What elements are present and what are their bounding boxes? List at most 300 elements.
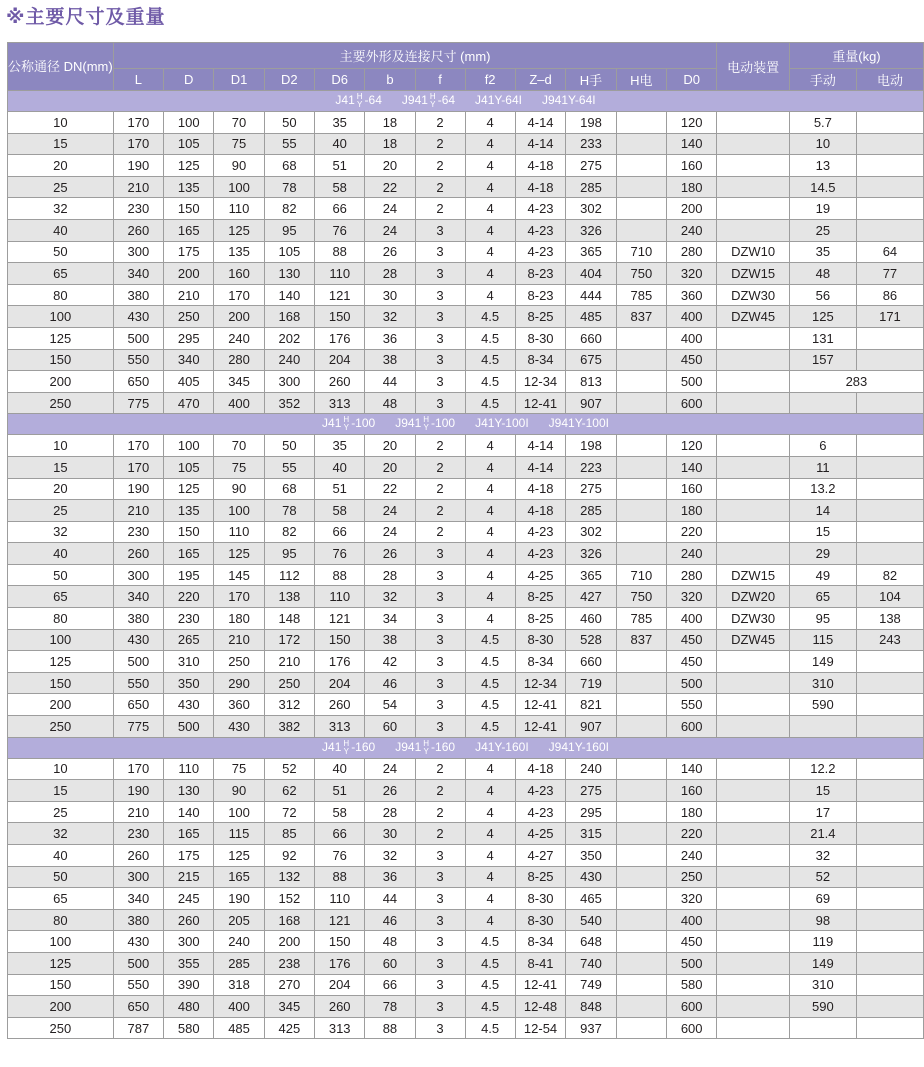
table-cell: 48 (789, 263, 856, 285)
table-cell: 243 (856, 629, 923, 651)
table-cell: 3 (415, 672, 465, 694)
table-cell: 65 (8, 263, 114, 285)
table-cell: 26 (365, 241, 415, 263)
table-cell: 4 (465, 219, 515, 241)
table-cell (717, 996, 790, 1018)
table-cell: 32 (8, 823, 114, 845)
dims-group-header: 主要外形及连接尺寸 (mm) (113, 43, 717, 69)
table-cell: 600 (667, 392, 717, 414)
table-cell: 450 (667, 931, 717, 953)
table-cell: 50 (8, 241, 114, 263)
table-row (8, 974, 924, 996)
col-header: D1 (214, 69, 264, 91)
table-cell: 80 (8, 909, 114, 931)
table-cell: 4.5 (465, 952, 515, 974)
table-cell: 240 (667, 543, 717, 565)
table-cell: 46 (365, 909, 415, 931)
table-cell: 4-18 (515, 478, 566, 500)
table-cell: 260 (113, 219, 163, 241)
table-cell: 550 (113, 974, 163, 996)
table-cell: 131 (789, 327, 856, 349)
table-cell: 8-30 (515, 629, 566, 651)
table-cell: 240 (667, 845, 717, 867)
table-cell: 200 (8, 371, 114, 393)
model-code (395, 416, 455, 432)
table-cell: 500 (164, 716, 214, 738)
table-cell: 24 (365, 758, 415, 780)
table-cell: 38 (365, 349, 415, 371)
table-cell: 65 (8, 888, 114, 910)
model-variant-stack (357, 93, 363, 109)
table-cell (616, 392, 666, 414)
table-cell: 90 (214, 478, 264, 500)
model-base: J941 (395, 739, 422, 754)
table-row (8, 651, 924, 673)
table-cell: 100 (214, 801, 264, 823)
table-cell: 10 (789, 133, 856, 155)
model-code (395, 740, 455, 756)
table-cell: 12-54 (515, 1017, 566, 1039)
table-cell: 60 (365, 952, 415, 974)
table-row (8, 543, 924, 565)
table-cell: 550 (667, 694, 717, 716)
table-cell: 4.5 (465, 996, 515, 1018)
table-cell: 202 (264, 327, 314, 349)
table-cell: 175 (164, 241, 214, 263)
table-cell: 176 (315, 327, 365, 349)
table-cell: 150 (8, 974, 114, 996)
table-cell: 465 (566, 888, 616, 910)
table-cell: 4 (465, 284, 515, 306)
table-cell: 3 (415, 866, 465, 888)
table-cell (717, 456, 790, 478)
table-cell: 650 (113, 694, 163, 716)
table-cell: 138 (264, 586, 314, 608)
table-cell: 170 (214, 284, 264, 306)
table-cell: 44 (365, 888, 415, 910)
table-cell: 4 (465, 586, 515, 608)
table-cell (856, 974, 923, 996)
table-cell: 112 (264, 564, 314, 586)
table-cell: 3 (415, 608, 465, 630)
table-cell: 8-23 (515, 263, 566, 285)
table-cell: 821 (566, 694, 616, 716)
table-cell: 170 (113, 758, 163, 780)
table-cell: 110 (315, 263, 365, 285)
table-cell: 390 (164, 974, 214, 996)
table-cell: 3 (415, 651, 465, 673)
table-cell: 8-34 (515, 651, 566, 673)
col-header: L (113, 69, 163, 91)
table-cell (616, 176, 666, 198)
table-cell: 240 (566, 758, 616, 780)
table-cell: 260 (315, 996, 365, 1018)
table-cell (856, 327, 923, 349)
table-row (8, 478, 924, 500)
table-cell: 8-30 (515, 909, 566, 931)
table-row (8, 219, 924, 241)
table-cell (856, 521, 923, 543)
table-cell: 600 (667, 716, 717, 738)
table-cell: 160 (214, 263, 264, 285)
table-cell: 100 (164, 112, 214, 134)
table-cell: 8-25 (515, 306, 566, 328)
table-cell: 4 (465, 866, 515, 888)
table-cell: 190 (113, 478, 163, 500)
table-cell: 550 (113, 349, 163, 371)
table-cell (616, 672, 666, 694)
table-cell: 2 (415, 500, 465, 522)
table-cell: 300 (113, 866, 163, 888)
table-cell: 64 (856, 241, 923, 263)
table-cell: 11 (789, 456, 856, 478)
table-cell: 150 (315, 931, 365, 953)
table-cell: 740 (566, 952, 616, 974)
table-cell (717, 155, 790, 177)
table-cell: DZW45 (717, 306, 790, 328)
model-suffix: -100 (431, 416, 456, 431)
model-suffix: -160 (431, 739, 456, 754)
table-cell: 320 (667, 263, 717, 285)
table-row (8, 823, 924, 845)
table-cell: 405 (164, 371, 214, 393)
dimensions-weight-table (7, 42, 924, 1039)
table-cell (856, 866, 923, 888)
table-cell: 326 (566, 543, 616, 565)
table-cell: 32 (789, 845, 856, 867)
table-cell: 125 (8, 952, 114, 974)
table-cell: 4-23 (515, 521, 566, 543)
model-variant-lower: Y (423, 423, 429, 433)
table-cell: 600 (667, 996, 717, 1018)
table-cell (616, 823, 666, 845)
table-cell: 86 (856, 284, 923, 306)
table-cell: 32 (365, 586, 415, 608)
table-row (8, 133, 924, 155)
table-cell: 660 (566, 651, 616, 673)
table-cell: 200 (264, 931, 314, 953)
table-cell (616, 456, 666, 478)
model-base: J41 (322, 416, 342, 431)
table-cell: 425 (264, 1017, 314, 1039)
table-row (8, 176, 924, 198)
table-cell: 200 (8, 996, 114, 1018)
table-cell: 352 (264, 392, 314, 414)
table-cell: 25 (8, 500, 114, 522)
table-cell: 110 (315, 586, 365, 608)
table-cell (616, 694, 666, 716)
table-cell (616, 198, 666, 220)
table-cell (616, 133, 666, 155)
table-cell: 260 (113, 543, 163, 565)
table-cell (616, 155, 666, 177)
table-cell: 149 (789, 952, 856, 974)
table-cell (616, 716, 666, 738)
model-variant-upper: H (356, 92, 363, 101)
table-cell: 648 (566, 931, 616, 953)
table-row (8, 435, 924, 457)
table-cell: 115 (214, 823, 264, 845)
table-cell: 30 (365, 284, 415, 306)
model-band-row (8, 414, 924, 435)
table-cell: 270 (264, 974, 314, 996)
table-cell (856, 133, 923, 155)
table-cell: 8-30 (515, 888, 566, 910)
table-cell: 24 (365, 198, 415, 220)
table-row (8, 608, 924, 630)
table-cell: 105 (264, 241, 314, 263)
electric-device-header: 电动装置 (717, 43, 790, 91)
table-cell: 34 (365, 608, 415, 630)
table-cell (856, 780, 923, 802)
table-cell: 210 (164, 284, 214, 306)
table-cell: 88 (365, 1017, 415, 1039)
table-cell: 60 (365, 716, 415, 738)
table-cell: 210 (113, 176, 163, 198)
table-cell: 2 (415, 198, 465, 220)
table-cell: 215 (164, 866, 214, 888)
table-cell: 110 (315, 888, 365, 910)
weight-col-header: 手动 (789, 69, 856, 91)
table-cell (856, 909, 923, 931)
model-code (322, 416, 375, 432)
table-cell: 66 (365, 974, 415, 996)
table-cell: 4-23 (515, 241, 566, 263)
table-cell: 2 (415, 456, 465, 478)
table-cell: 3 (415, 996, 465, 1018)
table-cell (717, 478, 790, 500)
table-cell (856, 672, 923, 694)
table-cell: 300 (164, 931, 214, 953)
table-cell: DZW10 (717, 241, 790, 263)
table-cell: 450 (667, 629, 717, 651)
table-cell: 195 (164, 564, 214, 586)
table-cell (789, 1017, 856, 1039)
table-cell: 48 (365, 931, 415, 953)
table-cell: 10 (8, 112, 114, 134)
table-cell: 360 (214, 694, 264, 716)
table-cell: 49 (789, 564, 856, 586)
table-cell: 340 (164, 349, 214, 371)
table-cell: 20 (8, 478, 114, 500)
table-cell: 290 (214, 672, 264, 694)
table-cell: 42 (365, 651, 415, 673)
table-cell: 750 (616, 586, 666, 608)
table-cell (616, 1017, 666, 1039)
table-row (8, 780, 924, 802)
table-cell (717, 133, 790, 155)
model-base: J41 (322, 739, 342, 754)
model-band-row (8, 91, 924, 112)
table-cell: 125 (214, 219, 264, 241)
table-row (8, 996, 924, 1018)
table-cell (789, 392, 856, 414)
table-cell: 250 (164, 306, 214, 328)
table-cell: 2 (415, 758, 465, 780)
table-cell: 4 (465, 823, 515, 845)
table-cell: 90 (214, 780, 264, 802)
table-cell: 400 (667, 306, 717, 328)
model-variant-upper: H (343, 415, 350, 425)
table-cell: 775 (113, 716, 163, 738)
table-row (8, 198, 924, 220)
table-cell (717, 931, 790, 953)
table-cell: 313 (315, 392, 365, 414)
table-cell: 365 (566, 564, 616, 586)
table-cell: 285 (566, 500, 616, 522)
table-cell: 121 (315, 608, 365, 630)
table-cell: 50 (264, 112, 314, 134)
table-cell: 4 (465, 845, 515, 867)
table-cell: 85 (264, 823, 314, 845)
table-cell: 100 (214, 500, 264, 522)
table-cell (856, 758, 923, 780)
table-cell: 3 (415, 564, 465, 586)
table-cell: 69 (789, 888, 856, 910)
table-cell: 140 (264, 284, 314, 306)
table-cell: 3 (415, 694, 465, 716)
table-cell: 4 (465, 133, 515, 155)
table-cell (856, 176, 923, 198)
table-cell: 150 (315, 629, 365, 651)
table-cell (856, 392, 923, 414)
model-band (8, 737, 924, 758)
table-cell: 165 (164, 219, 214, 241)
table-cell: 590 (789, 996, 856, 1018)
table-cell: 2 (415, 155, 465, 177)
table-cell (717, 801, 790, 823)
table-cell (616, 371, 666, 393)
table-cell: 4.5 (465, 931, 515, 953)
table-cell: 650 (113, 996, 163, 1018)
table-cell: 21.4 (789, 823, 856, 845)
table-cell: 176 (315, 651, 365, 673)
table-cell: 280 (214, 349, 264, 371)
table-cell: 4-14 (515, 435, 566, 457)
table-cell: 190 (113, 155, 163, 177)
table-cell: 4.5 (465, 651, 515, 673)
table-cell: 3 (415, 263, 465, 285)
table-cell: 121 (315, 909, 365, 931)
table-cell: 710 (616, 564, 666, 586)
table-cell: 3 (415, 327, 465, 349)
table-cell: 230 (113, 521, 163, 543)
model-suffix: -160 (351, 739, 376, 754)
table-cell: 500 (667, 672, 717, 694)
table-row (8, 284, 924, 306)
table-cell: 480 (164, 996, 214, 1018)
table-cell: 3 (415, 306, 465, 328)
table-cell: 171 (856, 306, 923, 328)
table-cell: 5.7 (789, 112, 856, 134)
table-cell: 130 (264, 263, 314, 285)
table-cell: 3 (415, 371, 465, 393)
table-cell: 813 (566, 371, 616, 393)
table-cell (717, 521, 790, 543)
table-cell: 68 (264, 478, 314, 500)
model-variant-upper: H (429, 92, 436, 101)
table-cell: 848 (566, 996, 616, 1018)
table-cell: 500 (667, 952, 717, 974)
table-cell: 355 (164, 952, 214, 974)
table-cell (856, 1017, 923, 1039)
table-cell: 95 (264, 543, 314, 565)
table-cell: DZW15 (717, 564, 790, 586)
table-cell: 168 (264, 909, 314, 931)
table-cell: 250 (8, 392, 114, 414)
table-cell: 230 (113, 823, 163, 845)
col-header: D2 (264, 69, 314, 91)
table-cell: 15 (8, 456, 114, 478)
table-cell: 4-23 (515, 198, 566, 220)
table-cell: 210 (214, 629, 264, 651)
table-cell: 78 (264, 500, 314, 522)
table-cell: 13.2 (789, 478, 856, 500)
table-cell (616, 543, 666, 565)
table-cell: 8-30 (515, 327, 566, 349)
table-cell (856, 435, 923, 457)
table-cell: 310 (789, 974, 856, 996)
table-cell: 15 (789, 780, 856, 802)
table-cell: 260 (164, 909, 214, 931)
dn-header: 公称通径 DN(mm) (8, 43, 114, 91)
table-cell: 135 (164, 176, 214, 198)
table-cell: 4 (465, 435, 515, 457)
table-cell: 302 (566, 521, 616, 543)
table-row (8, 500, 924, 522)
model-code (402, 93, 455, 109)
table-cell: 295 (164, 327, 214, 349)
table-row (8, 866, 924, 888)
table-cell: 3 (415, 845, 465, 867)
table-cell: 100 (214, 176, 264, 198)
page-title: ※主要尺寸及重量 (6, 6, 166, 28)
table-cell (717, 543, 790, 565)
table-cell: 285 (566, 176, 616, 198)
table-cell: 340 (113, 888, 163, 910)
model-variant-lower: Y (430, 100, 436, 109)
table-cell: 310 (164, 651, 214, 673)
table-cell (717, 349, 790, 371)
table-cell: 82 (264, 198, 314, 220)
table-cell: 2 (415, 112, 465, 134)
table-cell: 52 (264, 758, 314, 780)
table-cell (616, 651, 666, 673)
table-cell: 140 (667, 456, 717, 478)
table-cell: 20 (8, 155, 114, 177)
table-cell: 176 (315, 952, 365, 974)
model-variant-lower: Y (343, 746, 349, 756)
table-cell: 2 (415, 176, 465, 198)
table-cell: 285 (214, 952, 264, 974)
table-cell: 70 (214, 112, 264, 134)
table-cell: 204 (315, 672, 365, 694)
table-cell (856, 478, 923, 500)
table-cell (856, 716, 923, 738)
table-cell (717, 176, 790, 198)
table-cell: 170 (214, 586, 264, 608)
table-cell: 4 (465, 456, 515, 478)
table-cell: 148 (264, 608, 314, 630)
table-cell (616, 974, 666, 996)
table-cell (856, 543, 923, 565)
table-cell: 55 (264, 456, 314, 478)
table-cell: 56 (789, 284, 856, 306)
col-header: D (164, 69, 214, 91)
table-cell: 88 (315, 564, 365, 586)
table-cell: 275 (566, 155, 616, 177)
table-cell: 12-41 (515, 716, 566, 738)
